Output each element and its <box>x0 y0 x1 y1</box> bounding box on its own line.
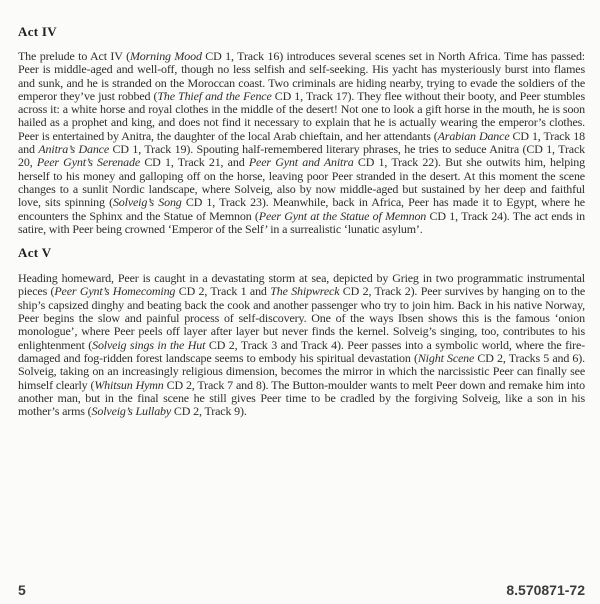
section-heading-act-iv: Act IV <box>18 24 57 39</box>
catalog-number: 8.570871-72 <box>506 582 585 598</box>
page-number: 5 <box>18 582 26 598</box>
section-paragraph-act-v: Heading homeward, Peer is caught in a devastating storm at sea, depicted by Grieg in two programmatic instrumental pieces (Peer Gynt’s Homecoming CD 2, Track 1 and The Shipwreck CD 2, Track 2). Peer survives by hanging on to the ship’s capsized dinghy and beating back the cook and another passenger who try to join him. Back in his native Norway, Peer begins the slow and painful process of self-discovery. One of the ways Ibsen shows this is the famous ‘onion monologue’, where Peer peels off layer after layer but never finds the kernel. Solveig’s singing, too, contributes to his enlightenment (Solveig sings in the Hut CD 2, Track 3 and Track 4). Peer passes into a symbolic world, where the fire-damaged and fog-ridden forest landscape seems to embody his spiritual devastation (Night Scene CD 2, Tracks 5 and 6). Solveig, taking on an increasingly religious dimension, becomes the mirror in which the narcissistic Peer can finally see himself clearly (Whitsun Hymn CD 2, Track 7 and 8). The Button-moulder wants to melt Peer down and remake him into another man, but in the final scene he still gives Peer time to be cradled by the forgiving Solveig, like a son in his mother’s arms (Solveig’s Lullaby CD 2, Track 9). <box>18 271 586 419</box>
section-paragraph-act-iv: The prelude to Act IV (Morning Mood CD 1, Track 16) introduces several scenes set in North Africa. Time has passed: Peer is middle-aged and well-off, though no less selfish and self-seeking. His yacht has mysteriously burst into flames and sunk, and he is stranded on the Moroccan coast. Two criminals are hiding nearby, trying to evade the soldiers of the emperor they’ve just robbed (The Thief and the Fence CD 1, Track 17). They flee without their booty, and Peer stumbles across it: a white horse and royal clothes in the middle of the desert! Not one to look a gift horse in the mouth, he is soon hailed as a prophet and king, and does not find it necessary to explain that he is actually wearing the emperor’s clothes. Peer is entertained by Anitra, the daughter of the local Arab chieftain, and her attendants (Arabian Dance CD 1, Track 18 and Anitra’s Dance CD 1, Track 19). Spouting half-remembered literary phrases, he tries to seduce Anitra (CD 1, Track 20, Peer Gynt’s Serenade CD 1, Track 21, and Peer Gynt and Anitra CD 1, Track 22). But she outwits him, helping herself to his money and galloping off on the horse, leaving poor Peer stranded in the desert. At this moment the scene changes to a sunlit Nordic landscape, where Solveig, also by now middle-aged but sustained by her deep and faithful love, sits spinning (Solveig’s Song CD 1, Track 23). Meanwhile, back in Africa, Peer has made it to Egypt, where he encounters the Sphinx and the Statue of Memnon (Peer Gynt at the Statue of Memnon CD 1, Track 24). The act ends in satire, with Peer being crowned ‘Emperor of the Self’ in a surrealistic ‘lunatic asylum’. <box>18 49 586 236</box>
section-heading-act-v: Act V <box>18 245 52 261</box>
